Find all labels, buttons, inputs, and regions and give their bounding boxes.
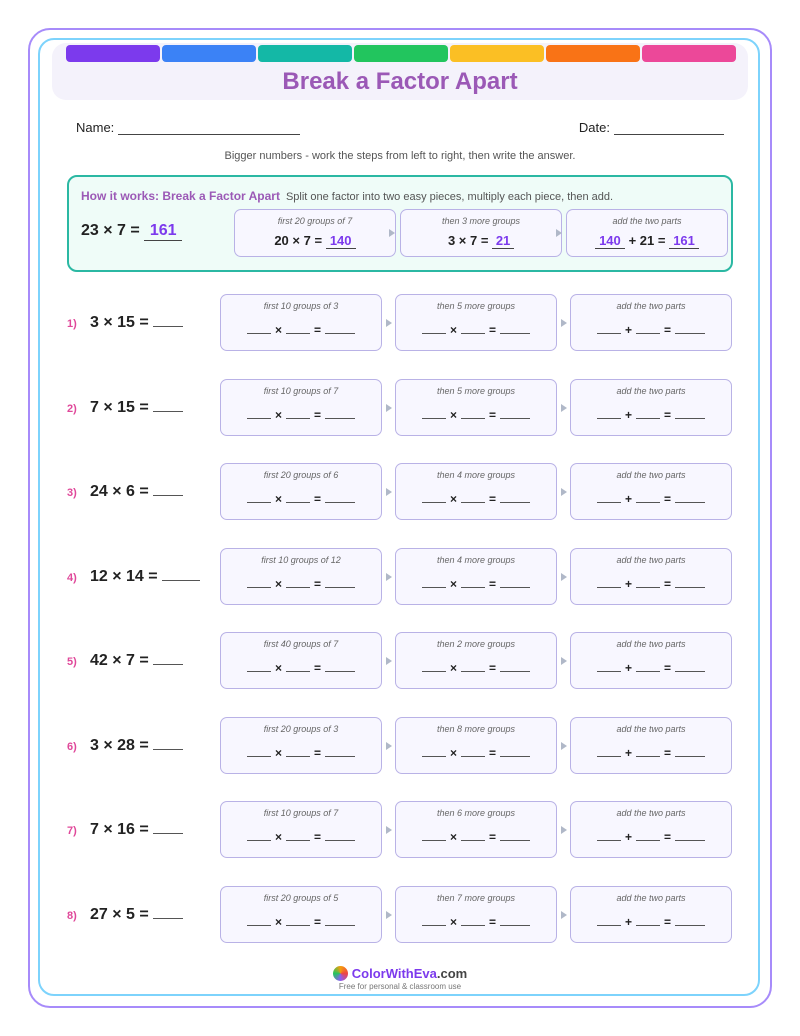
- step-blank-result[interactable]: [325, 660, 355, 672]
- problem-expression: [90, 568, 200, 586]
- step-blank-b[interactable]: [636, 829, 660, 841]
- example-problem: [81, 222, 182, 241]
- step-box-2: [395, 632, 557, 689]
- operator-equals: =: [489, 745, 497, 760]
- problem-number: 7): [67, 825, 77, 837]
- step-blank-result[interactable]: [500, 660, 530, 672]
- operator-times: ×: [274, 914, 282, 929]
- operator-plus: +: [624, 745, 632, 760]
- operator-times: ×: [274, 830, 282, 844]
- step-equation: [221, 576, 381, 591]
- step-caption: add the two parts: [616, 639, 686, 649]
- arrow-icon: [386, 657, 392, 665]
- problem-expression: [90, 483, 183, 501]
- step-caption: add the two parts: [616, 385, 686, 396]
- step-box-3: [570, 548, 732, 605]
- step-box-1: [220, 548, 382, 605]
- example-step-1: [234, 209, 396, 257]
- step-blank-result[interactable]: [675, 745, 705, 757]
- step-value: 161: [669, 233, 699, 249]
- operator-equals: =: [489, 576, 497, 591]
- step-equation: [221, 829, 381, 844]
- problem-expression: [90, 314, 183, 332]
- step-blank-result[interactable]: [325, 576, 355, 588]
- step-caption: first 20 groups of 5: [263, 892, 339, 903]
- arrow-icon: [561, 657, 567, 665]
- operator-times: ×: [274, 576, 282, 591]
- step-blank-result[interactable]: [675, 914, 705, 926]
- instructions: Bigger numbers - work the steps from left to right, then write the answer.: [224, 150, 576, 162]
- step-caption: add the two parts: [616, 723, 686, 734]
- operator-times: ×: [449, 407, 457, 422]
- operator-plus: +: [624, 576, 632, 591]
- step-blank-b[interactable]: [286, 576, 310, 588]
- step-blank-result[interactable]: [500, 576, 530, 588]
- step-box-1: [220, 379, 382, 436]
- arrow-icon: [386, 488, 392, 496]
- step-blank-b[interactable]: [286, 491, 310, 503]
- step-caption: first 20 groups of 6: [263, 470, 339, 480]
- step-blank-b[interactable]: [461, 322, 485, 334]
- step-blank-a[interactable]: [597, 745, 621, 757]
- step-box-2: [395, 717, 557, 774]
- step-caption: then 5 more groups: [436, 385, 516, 396]
- example-heading: How it works: Break a Factor Apart: [81, 189, 280, 203]
- step-blank-result[interactable]: [675, 576, 705, 588]
- step-box-2: [395, 801, 557, 858]
- operator-equals: =: [664, 914, 672, 929]
- step-box-3: [570, 294, 732, 351]
- step-equation: [221, 322, 381, 337]
- problem-expr: 27 × 5 =: [90, 905, 149, 923]
- problem-expression: [90, 399, 183, 417]
- answer-blank[interactable]: [153, 653, 183, 665]
- step-blank-a[interactable]: [422, 829, 446, 841]
- step-blank-a[interactable]: [247, 914, 271, 926]
- step-equation: [396, 660, 556, 675]
- step-blank-result[interactable]: [675, 322, 705, 334]
- problem-number: 4): [67, 571, 77, 584]
- step-mid: + 21 =: [628, 233, 666, 248]
- stripe-3: [258, 45, 352, 62]
- step-equation: [221, 660, 381, 675]
- step-equation: [571, 491, 731, 506]
- step-blank-b[interactable]: [636, 322, 660, 334]
- operator-times: ×: [274, 661, 282, 675]
- step-caption: add the two parts: [616, 470, 686, 480]
- step-equation: [396, 491, 556, 506]
- step-blank-b[interactable]: [636, 407, 660, 419]
- date-line[interactable]: [614, 121, 724, 135]
- step-box-2: [395, 294, 557, 351]
- step-left: 3 × 7 =: [447, 233, 489, 248]
- step-blank-b[interactable]: [461, 491, 485, 503]
- step-caption: first 10 groups of 12: [261, 554, 341, 565]
- operator-equals: =: [489, 661, 497, 675]
- step-equation: [571, 829, 731, 844]
- answer-blank[interactable]: [162, 569, 200, 581]
- step-box-2: [395, 548, 557, 605]
- step-blank-result[interactable]: [325, 745, 355, 757]
- step-blank-a[interactable]: [597, 407, 621, 419]
- step-equation: [396, 914, 556, 929]
- step-blank-b[interactable]: [461, 407, 485, 419]
- step-box-3: [570, 717, 732, 774]
- step-blank-result[interactable]: [500, 322, 530, 334]
- footer: [0, 966, 800, 991]
- stripe-4: [354, 45, 448, 62]
- step-blank-a[interactable]: [597, 322, 621, 334]
- step-blank-a[interactable]: [422, 407, 446, 419]
- step-caption: first 10 groups of 7: [263, 385, 339, 396]
- step-blank-a[interactable]: [597, 914, 621, 926]
- operator-plus: +: [624, 407, 632, 422]
- arrow-icon: [386, 573, 392, 581]
- step-equation: [221, 491, 381, 506]
- problem-expression: [90, 906, 183, 924]
- stripe-1: [66, 45, 160, 62]
- operator-equals: =: [314, 914, 322, 929]
- step-box-1: [220, 463, 382, 520]
- step-equation: [401, 233, 561, 249]
- arrow-icon: [561, 742, 567, 750]
- step-equation: [221, 745, 381, 760]
- arrow-icon: [561, 404, 567, 412]
- step-blank-a[interactable]: [422, 491, 446, 503]
- step-equation: [396, 407, 556, 422]
- operator-times: ×: [274, 407, 282, 422]
- operator-plus: +: [624, 323, 632, 337]
- brand-suffix: .com: [436, 966, 468, 981]
- operator-times: ×: [449, 830, 457, 844]
- step-equation: [567, 233, 727, 249]
- step-blank-a[interactable]: [247, 407, 271, 419]
- step-blank-b[interactable]: [461, 829, 485, 841]
- step-blank-a[interactable]: [247, 322, 271, 334]
- arrow-icon: [561, 573, 567, 581]
- step-blank-result[interactable]: [500, 407, 530, 419]
- problem-number: 5): [67, 656, 77, 668]
- brand-logo: [0, 966, 800, 981]
- step-blank-a[interactable]: [422, 322, 446, 334]
- step-box-1: [220, 717, 382, 774]
- arrow-icon: [386, 319, 392, 327]
- step-blank-a[interactable]: [247, 491, 271, 503]
- step-caption: first 10 groups of 7: [263, 808, 339, 818]
- step-equation: [571, 576, 731, 591]
- operator-plus: +: [624, 492, 632, 506]
- step-caption: then 4 more groups: [436, 470, 516, 480]
- operator-equals: =: [664, 323, 672, 337]
- arrow-icon: [561, 911, 567, 919]
- step-caption: then 3 more groups: [441, 216, 521, 226]
- problem-expr: 3 × 28 =: [90, 736, 149, 754]
- example-description: Split one factor into two easy pieces, multiply each piece, then add.: [285, 191, 614, 203]
- example-expression: 23 × 7 =: [81, 222, 140, 239]
- step-blank-b[interactable]: [461, 660, 485, 672]
- step-box-3: [570, 632, 732, 689]
- step-caption: add the two parts: [616, 554, 686, 565]
- operator-equals: =: [489, 830, 497, 844]
- problem-number: 2): [67, 402, 77, 415]
- step-caption: add the two parts: [612, 216, 682, 226]
- step-caption: first 20 groups of 7: [277, 216, 353, 226]
- step-blank-b[interactable]: [286, 660, 310, 672]
- problem-number: 3): [67, 487, 77, 499]
- answer-blank[interactable]: [153, 400, 183, 412]
- palette-icon: [333, 966, 348, 981]
- step-caption: add the two parts: [616, 808, 686, 818]
- step-caption: add the two parts: [616, 301, 686, 311]
- problem-expression: [90, 737, 183, 755]
- name-label: Name:: [76, 120, 115, 135]
- step-equation: [571, 322, 731, 337]
- step-part1: 140: [595, 233, 625, 249]
- answer-blank[interactable]: [153, 822, 183, 834]
- step-blank-b[interactable]: [286, 829, 310, 841]
- example-answer: 161: [144, 222, 182, 241]
- problem-expression: [90, 821, 183, 839]
- step-blank-a[interactable]: [597, 660, 621, 672]
- stripe-2: [162, 45, 256, 62]
- operator-equals: =: [664, 576, 672, 591]
- step-caption: then 7 more groups: [436, 892, 516, 903]
- operator-equals: =: [314, 576, 322, 591]
- step-blank-result[interactable]: [500, 745, 530, 757]
- step-equation: [571, 407, 731, 422]
- date-label: Date:: [578, 120, 610, 135]
- step-blank-result[interactable]: [675, 660, 705, 672]
- step-blank-b[interactable]: [636, 576, 660, 588]
- color-stripes: [66, 45, 736, 62]
- step-blank-a[interactable]: [422, 914, 446, 926]
- step-caption: add the two parts: [616, 892, 686, 903]
- step-equation: [221, 407, 381, 422]
- step-blank-b[interactable]: [461, 576, 485, 588]
- example-step-3: [566, 209, 728, 257]
- step-blank-b[interactable]: [636, 745, 660, 757]
- stripe-5: [450, 45, 544, 62]
- step-blank-result[interactable]: [675, 407, 705, 419]
- step-box-3: [570, 801, 732, 858]
- arrow-icon: [386, 742, 392, 750]
- operator-equals: =: [314, 407, 322, 422]
- step-equation: [235, 233, 395, 249]
- stripe-6: [546, 45, 640, 62]
- step-caption: first 20 groups of 3: [263, 723, 339, 734]
- page-title: Break a Factor Apart: [282, 68, 518, 95]
- answer-blank[interactable]: [153, 315, 183, 327]
- step-blank-result[interactable]: [325, 491, 355, 503]
- step-blank-b[interactable]: [461, 914, 485, 926]
- step-blank-a[interactable]: [597, 576, 621, 588]
- problem-number: 6): [67, 740, 77, 753]
- example-box: [67, 175, 733, 272]
- step-caption: then 8 more groups: [436, 723, 516, 734]
- operator-times: ×: [449, 661, 457, 675]
- name-field[interactable]: [76, 120, 300, 135]
- operator-equals: =: [664, 830, 672, 844]
- step-blank-a[interactable]: [247, 660, 271, 672]
- step-blank-a[interactable]: [247, 745, 271, 757]
- problem-expression: [90, 652, 183, 670]
- problem-number: 1): [67, 318, 77, 330]
- name-line[interactable]: [118, 121, 300, 135]
- brand-tagline: Free for personal & classroom use: [338, 982, 462, 991]
- operator-plus: +: [624, 830, 632, 844]
- arrow-icon: [556, 229, 562, 237]
- problem-expr: 42 × 7 =: [90, 652, 149, 669]
- problem-expr: 12 × 14 =: [90, 567, 158, 585]
- step-blank-b[interactable]: [286, 322, 310, 334]
- arrow-icon: [386, 911, 392, 919]
- operator-times: ×: [449, 745, 457, 760]
- step-blank-result[interactable]: [675, 491, 705, 503]
- operator-times: ×: [274, 492, 282, 506]
- operator-equals: =: [489, 323, 497, 337]
- problem-expr: 7 × 15 =: [90, 398, 149, 416]
- operator-equals: =: [314, 492, 322, 506]
- step-blank-result[interactable]: [500, 491, 530, 503]
- step-blank-result[interactable]: [675, 829, 705, 841]
- operator-equals: =: [489, 492, 497, 506]
- step-blank-result[interactable]: [325, 322, 355, 334]
- step-blank-b[interactable]: [286, 914, 310, 926]
- operator-equals: =: [489, 407, 497, 422]
- step-blank-b[interactable]: [636, 914, 660, 926]
- step-equation: [571, 745, 731, 760]
- step-blank-b[interactable]: [636, 660, 660, 672]
- arrow-icon: [386, 826, 392, 834]
- step-equation: [396, 745, 556, 760]
- arrow-icon: [389, 229, 395, 237]
- step-caption: first 10 groups of 3: [263, 301, 339, 311]
- operator-times: ×: [274, 745, 282, 760]
- brand-main: ColorWithEva: [351, 966, 437, 981]
- problem-number: 8): [67, 909, 77, 922]
- step-box-2: [395, 886, 557, 943]
- step-blank-a[interactable]: [247, 576, 271, 588]
- operator-times: ×: [449, 576, 457, 591]
- step-box-3: [570, 379, 732, 436]
- example-step-2: [400, 209, 562, 257]
- arrow-icon: [386, 404, 392, 412]
- arrow-icon: [561, 826, 567, 834]
- operator-times: ×: [274, 323, 282, 337]
- step-left: 20 × 7 =: [274, 233, 323, 248]
- step-box-1: [220, 801, 382, 858]
- answer-blank[interactable]: [153, 738, 183, 750]
- step-equation: [571, 660, 731, 675]
- operator-equals: =: [314, 830, 322, 844]
- step-equation: [221, 914, 381, 929]
- step-value: 21: [492, 233, 514, 249]
- step-blank-a[interactable]: [247, 829, 271, 841]
- step-equation: [396, 322, 556, 337]
- step-blank-b[interactable]: [461, 745, 485, 757]
- arrow-icon: [561, 488, 567, 496]
- step-blank-a[interactable]: [597, 829, 621, 841]
- step-blank-result[interactable]: [325, 914, 355, 926]
- step-caption: then 5 more groups: [436, 301, 516, 311]
- operator-times: ×: [449, 914, 457, 929]
- operator-equals: =: [314, 661, 322, 675]
- step-box-3: [570, 463, 732, 520]
- operator-equals: =: [664, 661, 672, 675]
- step-box-3: [570, 886, 732, 943]
- step-caption: then 2 more groups: [436, 639, 516, 649]
- operator-equals: =: [314, 323, 322, 337]
- step-blank-b[interactable]: [286, 745, 310, 757]
- step-equation: [396, 829, 556, 844]
- problem-expr: 3 × 15 =: [90, 314, 149, 331]
- step-blank-b[interactable]: [286, 407, 310, 419]
- step-blank-a[interactable]: [422, 576, 446, 588]
- step-box-2: [395, 379, 557, 436]
- operator-times: ×: [449, 492, 457, 506]
- step-equation: [571, 914, 731, 929]
- step-blank-result[interactable]: [325, 407, 355, 419]
- step-box-1: [220, 632, 382, 689]
- step-value: 140: [326, 233, 356, 249]
- operator-plus: +: [624, 661, 632, 675]
- operator-equals: =: [314, 745, 322, 760]
- operator-equals: =: [664, 492, 672, 506]
- operator-times: ×: [449, 323, 457, 337]
- operator-equals: =: [664, 407, 672, 422]
- operator-equals: =: [664, 745, 672, 760]
- step-blank-b[interactable]: [636, 491, 660, 503]
- step-box-1: [220, 294, 382, 351]
- date-field[interactable]: [579, 120, 724, 135]
- answer-blank[interactable]: [153, 484, 183, 496]
- problem-expr: 24 × 6 =: [90, 483, 149, 500]
- step-box-2: [395, 463, 557, 520]
- operator-equals: =: [489, 914, 497, 929]
- operator-plus: +: [624, 914, 632, 929]
- step-blank-a[interactable]: [422, 660, 446, 672]
- step-caption: then 6 more groups: [436, 808, 516, 818]
- step-blank-result[interactable]: [325, 829, 355, 841]
- step-blank-result[interactable]: [500, 829, 530, 841]
- answer-blank[interactable]: [153, 907, 183, 919]
- step-blank-result[interactable]: [500, 914, 530, 926]
- step-equation: [396, 576, 556, 591]
- stripe-7: [642, 45, 736, 62]
- problem-expr: 7 × 16 =: [90, 821, 149, 838]
- arrow-icon: [561, 319, 567, 327]
- step-box-1: [220, 886, 382, 943]
- step-blank-a[interactable]: [422, 745, 446, 757]
- step-caption: then 4 more groups: [436, 554, 516, 565]
- example-heading-row: [81, 189, 613, 203]
- step-caption: first 40 groups of 7: [263, 639, 339, 649]
- step-blank-a[interactable]: [597, 491, 621, 503]
